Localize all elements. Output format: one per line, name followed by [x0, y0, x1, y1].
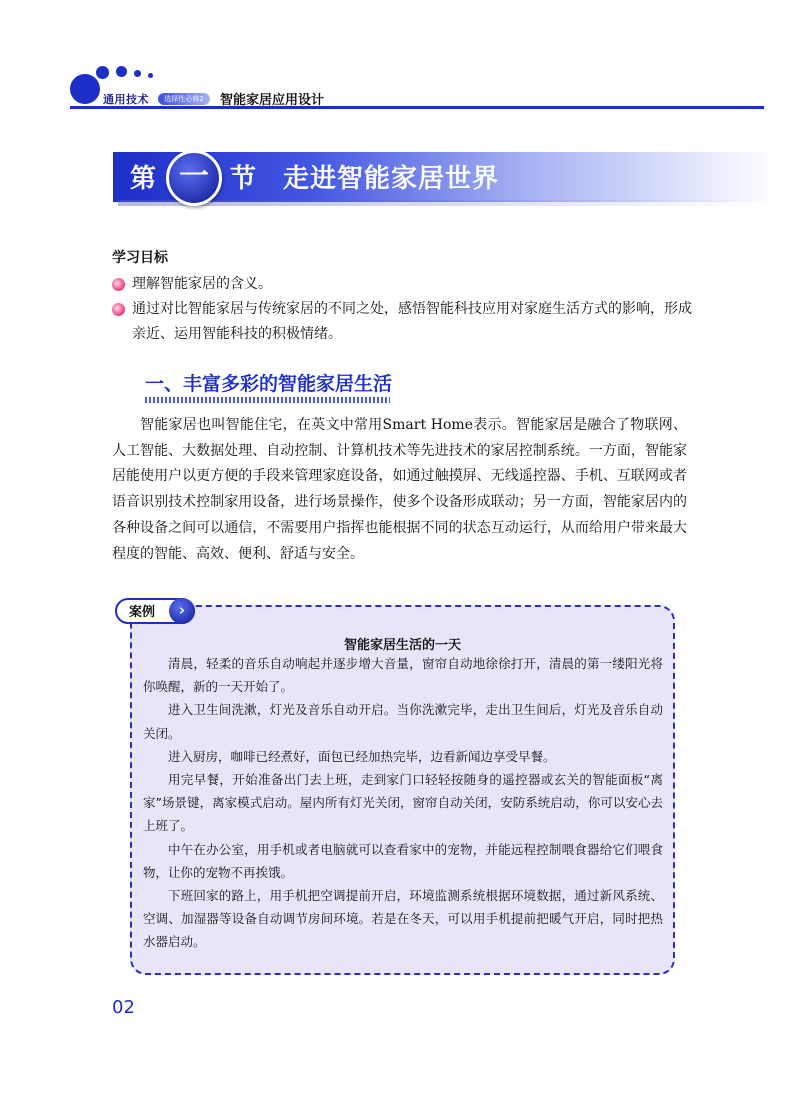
header-rule [70, 106, 764, 109]
subsection-underline [145, 397, 390, 403]
case-body [143, 652, 663, 954]
bullet-icon [112, 303, 125, 316]
page-number: 02 [112, 997, 135, 1018]
header-subject: 通用技术 [103, 93, 149, 106]
header-dot-tiny [134, 70, 141, 77]
header-dot-small [116, 66, 127, 77]
objectives-heading: 学习目标 [112, 250, 168, 266]
banner-number-badge [166, 150, 222, 206]
header-book-title: 智能家居应用设计 [220, 93, 325, 108]
bullet-icon [112, 278, 125, 291]
header-volume-label: 选择性必修2 [164, 95, 204, 103]
banner-suffix: 节 [230, 164, 257, 194]
case-paragraph: 进入卫生间洗漱，灯光及音乐自动开启。当你洗漱完毕，走出卫生间后，灯光及音乐自动关闭。 [143, 702, 663, 741]
body-paragraph: 智能家居也叫智能住宅，在英文中常用Smart Home表示。智能家居是融合了物联网、人工智能、大数据处理、自动控制、计算机技术等先进技术的家居控制系统。一方面，智能家居能使用户以更方便的手段来管理家庭设备，如通过触摸屏、无线遥控器、手机、互联网或者语音识别技术控制家用设备，进行场景操作，使多个设备形成联动；另一方面，智能家居内的各种设备之间可以通信，不需要用户指挥也能根据不同的状态互动运行，从而给用户带来最大程度的智能、高效、便利、舒适与安全。 [112, 417, 687, 562]
case-paragraph: 进入厨房，咖啡已经煮好，面包已经加热完毕，边看新闻边享受早餐。 [168, 748, 556, 764]
header-dot-large [70, 74, 100, 104]
section-title: 走进智能家居世界 [283, 164, 500, 194]
banner-number: 一 [179, 159, 209, 194]
case-paragraph: 用完早餐，开始准备出门去上班，走到家门口轻轻按随身的遥控器或玄关的智能面板“离家”场景键，离家模式启动。屋内所有灯光关闭，窗帘自动关闭，安防系统启动，你可以安心去上班了。 [143, 772, 663, 834]
case-paragraph: 中午在办公室，用手机或者电脑就可以查看家中的宠物，并能远程控制喂食器给它们喂食物，让你的宠物不再挨饿。 [143, 841, 663, 880]
objective-item [112, 272, 692, 297]
case-tab [115, 598, 195, 624]
header-dot-mini [148, 73, 153, 78]
header-dot-medium [96, 66, 109, 79]
objective-item [112, 297, 692, 347]
case-paragraph: 清晨，轻柔的音乐自动响起并逐步增大音量，窗帘自动地徐徐打开，清晨的第一缕阳光将你唤醒，新的一天开始了。 [143, 656, 663, 695]
header-volume-pill [158, 93, 210, 105]
objective-text: 通过对比智能家居与传统家居的不同之处，感悟智能科技应用对家庭生活方式的影响，形成亲近、运用智能科技的积极情绪。 [132, 301, 692, 342]
case-title: 智能家居生活的一天 [343, 638, 461, 653]
case-paragraph: 下班回家的路上，用手机把空调提前开启，环境监测系统根据环境数据，通过新风系统、空调、加湿器等设备自动调节房间环境。若是在冬天，可以用手机提前把暖气开启，同时把热水器启动。 [143, 888, 663, 950]
subsection-heading: 一、丰富多彩的智能家居生活 [145, 373, 393, 395]
objective-text: 理解智能家居的含义。 [132, 276, 272, 292]
case-label: 案例 [129, 605, 156, 620]
banner-prefix: 第 [130, 164, 157, 194]
chevron-right-icon: › [169, 598, 195, 624]
